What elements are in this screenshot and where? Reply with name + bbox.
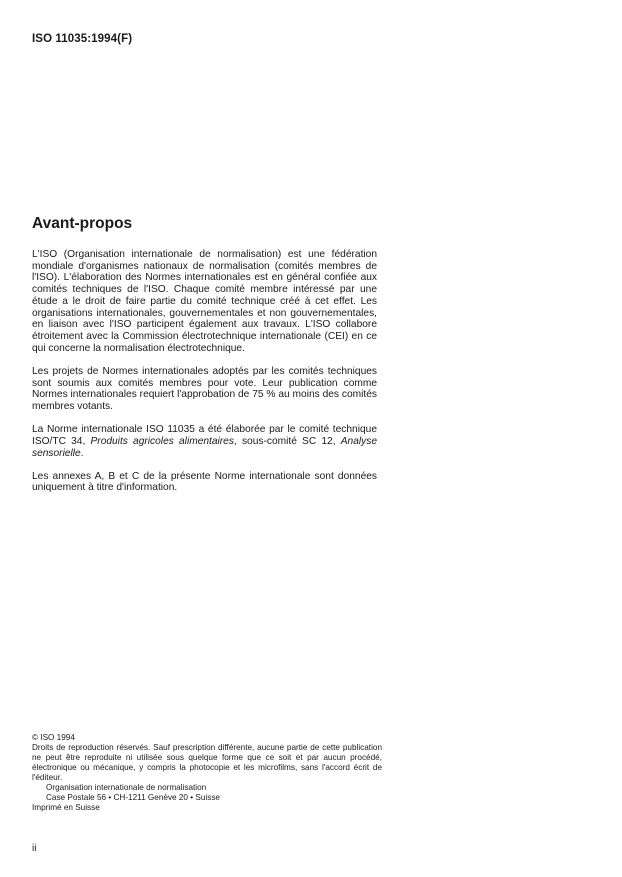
rights-statement: Droits de reproduction réservés. Sauf prescription différente, aucune partie de cette publication ne peut être reproduite ni utilisée sous quelque forme que ce soit et par aucun procédé, électronique ou mécanique, y compris la photocopie et les microfilms, sans l'accord écrit de l'éditeur. [32,743,382,782]
paragraph-3 [32,424,377,459]
section-title: Avant-propos [32,215,133,232]
paragraph-3-start: La Norme internationale ISO 11035 a été élaborée par le comité technique ISO/TC 34, [32,424,377,447]
subcommittee-title: Analyse sensorielle [32,435,377,459]
organization-name: Organisation internationale de normalisation [46,783,207,792]
paragraph-1: L'ISO (Organisation internationale de normalisation) est une fédération mondiale d'organismes nationaux de normalisation (comités membres de l'ISO). L'élaboration des Normes internationales est en général confiée aux comités techniques de l'ISO. Chaque comité membre intéressé par une étude a le droit de faire partie du comité technique créé à cet effet. Les organisations internationales, gouvernementales et non gouvernementales, en liaison avec l'ISO participent également aux travaux. L'ISO collabore étroitement avec la Commission électrotechnique internationale (CEI) en ce qui concerne la normalisation électrotechnique. [32,249,377,354]
committee-title: Produits agricoles alimentaires [90,435,234,447]
page-number: ii [32,843,37,854]
copyright-line: © ISO 1994 [32,733,75,742]
document-id: ISO 11035:1994(F) [32,33,133,45]
paragraph-3-end: . [80,447,84,459]
paragraph-4: Les annexes A, B et C de la présente Norme internationale sont données uniquement à titre d'information. [32,470,377,494]
copyright-footer [32,733,382,813]
paragraph-3-mid: , sous-comité SC 12, [233,435,341,447]
printed-in: Imprimé en Suisse [32,803,100,812]
organization-address: Case Postale 56 • CH-1211 Genève 20 • Suisse [46,793,220,802]
paragraph-2: Les projets de Normes internationales adoptés par les comités techniques sont soumis aux comités membres pour vote. Leur publication comme Normes internationales requiert l'approbation de 75 % au moins des comités membres votants. [32,365,377,412]
foreword-body [32,249,377,506]
